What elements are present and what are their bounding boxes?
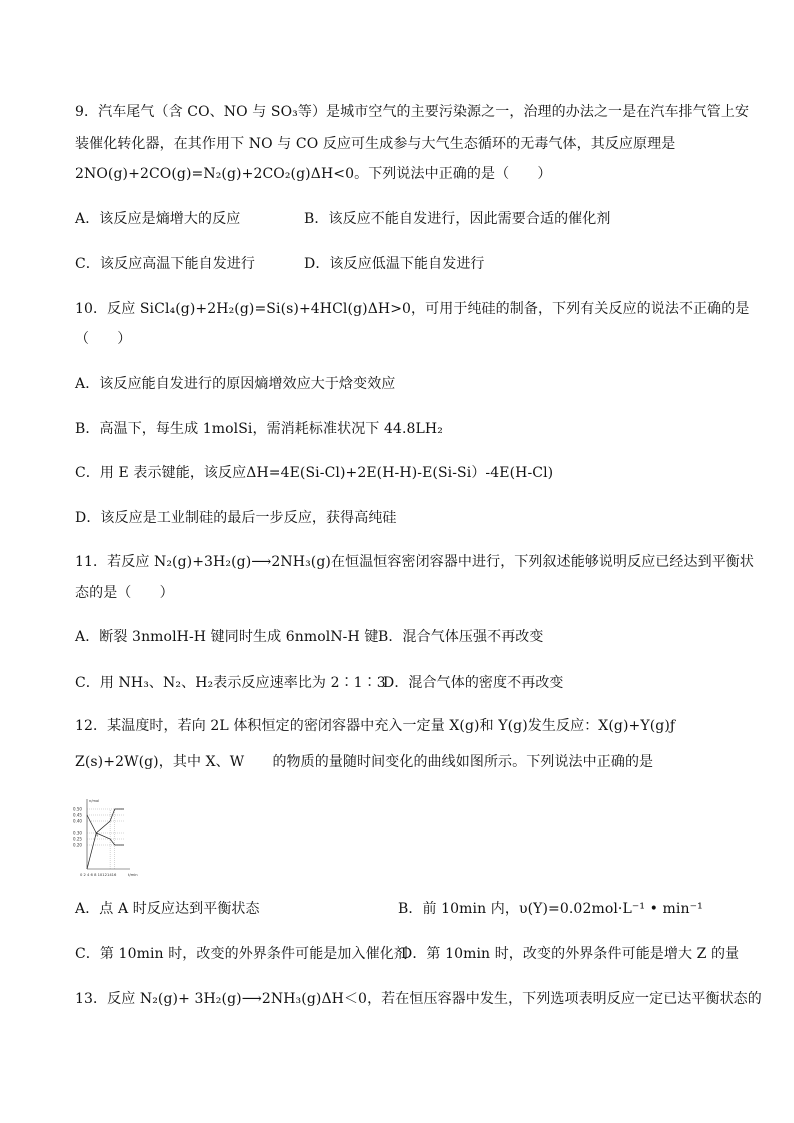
q10-option-d: D．该反应是工业制硅的最后一步反应，获得高纯硅 xyxy=(75,510,397,526)
y-tick-label: 0.30 xyxy=(73,830,82,836)
q9-stem-line1: 9．汽车尾气（含 CO、NO 与 SO₃等）是城市空气的主要污染源之一，治理的办法之一是在汽车排气管上安 xyxy=(75,104,750,120)
q9-option-d: D．该反应低温下能自发进行 xyxy=(304,256,485,272)
q9-option-a: A．该反应是熵增大的反应 xyxy=(75,211,241,227)
q11-stem-line2: 态的是（ ） xyxy=(75,585,174,601)
y-tick-label: 0.45 xyxy=(73,812,82,818)
q11-option-d: D．混合气体的密度不再改变 xyxy=(383,675,564,691)
q11-option-b: B．混合气体压强不再改变 xyxy=(378,629,544,645)
q10-option-c: C．用 E 表示键能，该反应ΔH=4E(Si-Cl)+2E(H-H)-E(Si-Si）-4E(H-Cl) xyxy=(75,465,554,481)
q10-option-a: A．该反应能自发进行的原因熵增效应大于焓变效应 xyxy=(75,376,396,392)
q11-option-c: C．用 NH₃、N₂、H₂表示反应速率比为 2∶1∶3 xyxy=(75,675,386,691)
q11-stem-line1: 11．若反应 N₂(g)+3H₂(g)⟶2NH₃(g)在恒温恒容密闭容器中进行，下列叙述能够说明反应已经达到平衡状 xyxy=(75,554,754,570)
q10-stem-line1: 10．反应 SiCl₄(g)+2H₂(g)=Si(s)+4HCl(g)ΔH>0，可用于纯硅的制备，下列有关反应的说法不正确的是 xyxy=(75,301,750,317)
mole-time-chart xyxy=(72,797,152,877)
q9-stem-line3: 2NO(g)+2CO(g)=N₂(g)+2CO₂(g)ΔH<0。下列说法中正确的是（ ） xyxy=(75,166,552,182)
y-tick-label: 0.40 xyxy=(73,818,82,824)
q12-stem-line2: Z(s)+2W(g)，其中 X、W 的物质的量随时间变化的曲线如图所示。下列说法中正确的是 xyxy=(75,754,654,770)
series-line-x xyxy=(87,815,124,845)
q12-option-a: A．点 A 时反应达到平衡状态 xyxy=(75,901,260,917)
q11-option-a: A．断裂 3nmolH-H 键同时生成 6nmolN-H 键 xyxy=(75,629,379,645)
q12-option-c: C．第 10min 时，改变的外界条件可能是加入催化剂 xyxy=(75,946,408,962)
q13-stem-line1: 13．反应 N₂(g)+ 3H₂(g)⟶2NH₃(g)ΔH＜0，若在恒压容器中发生，下列选项表明反应一定已达平衡状态的 xyxy=(75,991,762,1007)
y-axis-label: n/mol xyxy=(89,799,100,803)
q12-stem-line1: 12．某温度时，若向 2L 体积恒定的密闭容器中充入一定量 X(g)和 Y(g)发生反应：X(g)+Y(g)ƒ xyxy=(75,718,676,734)
point-a-label: A xyxy=(95,832,98,838)
q9-stem-line2: 装催化转化器，在其作用下 NO 与 CO 反应可生成参与大气生态循环的无毒气体，其反应原理是 xyxy=(75,136,676,152)
q9-option-c: C．该反应高温下能自发进行 xyxy=(75,256,256,272)
q12-option-b: B．前 10min 内，υ(Y)=0.02mol·L⁻¹ • min⁻¹ xyxy=(398,901,703,917)
chart-axes xyxy=(73,799,138,877)
y-tick-label: 0.50 xyxy=(73,806,82,812)
q12-option-d: D．第 10min 时，改变的外界条件可能是增大 Z 的量 xyxy=(401,946,740,962)
y-tick-label: 0.25 xyxy=(73,836,82,842)
x-tick-labels: 0 2 4 6 8 10121416 xyxy=(80,873,117,877)
y-tick-label: 0.20 xyxy=(73,842,82,848)
q10-option-b: B．高温下，每生成 1molSi，需消耗标准状况下 44.8LH₂ xyxy=(75,421,443,437)
q10-stem-line2: （ ） xyxy=(75,331,132,347)
x-axis-label: t/min xyxy=(128,873,138,877)
q9-option-b: B．该反应不能自发进行，因此需要合适的催化剂 xyxy=(304,211,611,227)
